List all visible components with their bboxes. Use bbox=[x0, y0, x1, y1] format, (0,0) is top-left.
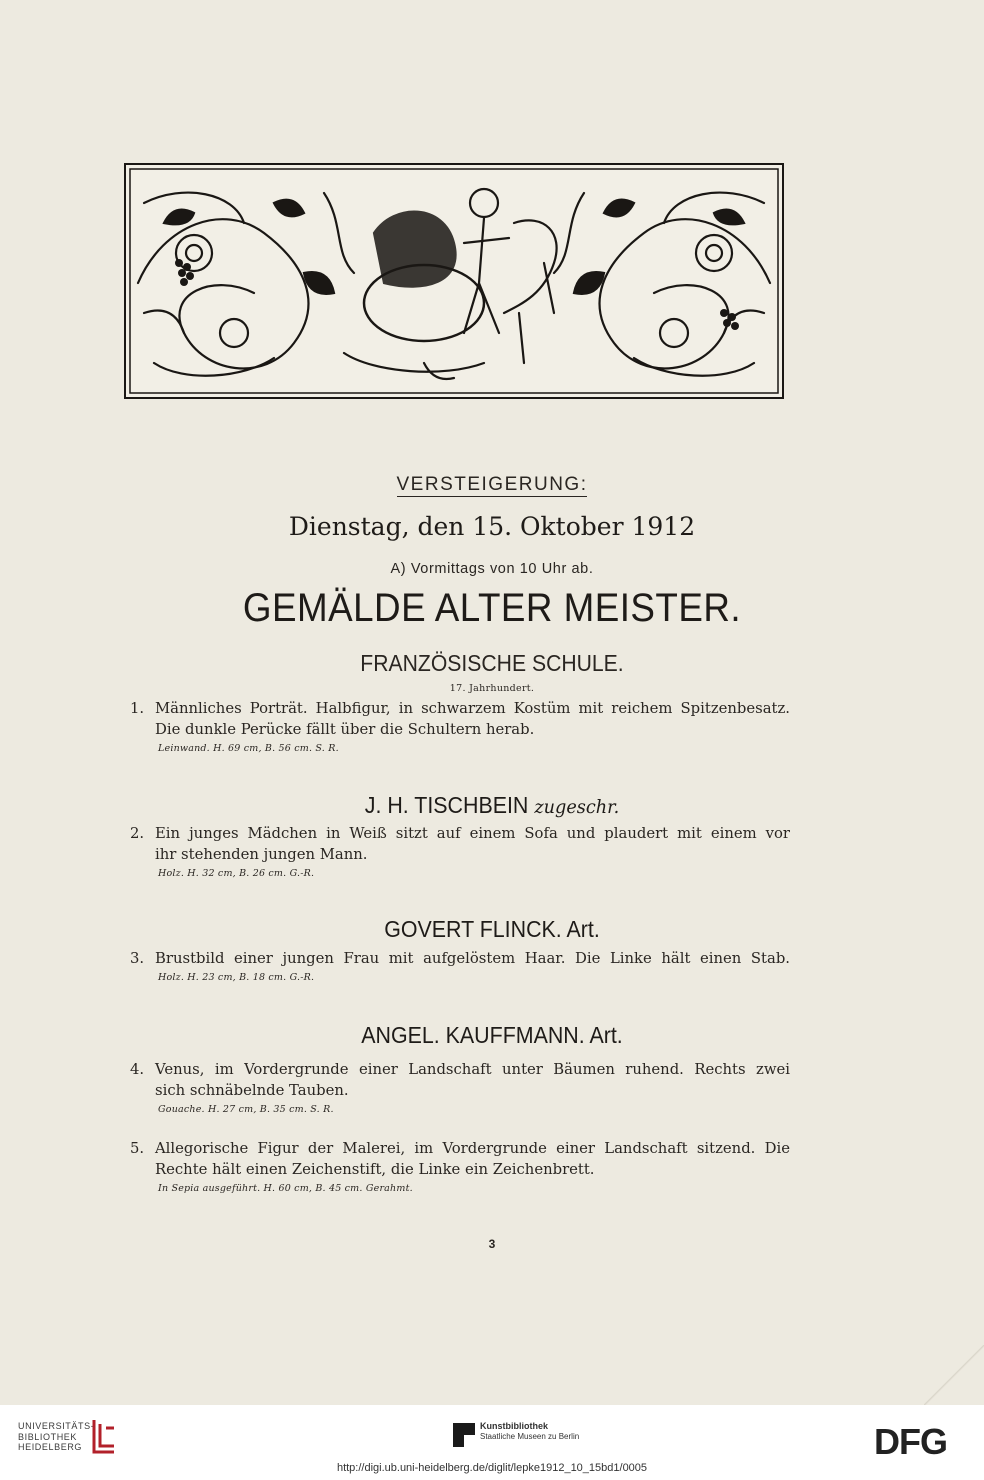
kunstbibliothek-text bbox=[480, 1421, 579, 1441]
lot-details: Holz. H. 32 cm, B. 26 cm. G.-R. bbox=[158, 868, 315, 879]
uni-line: HEIDELBERG bbox=[18, 1442, 83, 1452]
lot-number: 5. bbox=[130, 1140, 145, 1157]
artist-suffix: Art. bbox=[589, 1022, 623, 1048]
lot-number: 2. bbox=[130, 825, 145, 842]
artist-name: GOVERT FLINCK. bbox=[384, 916, 562, 942]
lot-1 bbox=[130, 698, 790, 756]
lot-description bbox=[155, 948, 790, 969]
lot-details: Leinwand. H. 69 cm, B. 56 cm. S. R. bbox=[158, 743, 339, 754]
lot-3 bbox=[130, 948, 790, 985]
ub-heidelberg-logo-icon bbox=[90, 1418, 118, 1454]
lot-details: In Sepia ausgeführt. H. 60 cm, B. 45 cm. Gerahmt. bbox=[158, 1183, 413, 1194]
auction-label: VERSTEIGERUNG: bbox=[396, 474, 588, 495]
uni-heidelberg-text bbox=[18, 1421, 94, 1453]
lot-number: 1. bbox=[130, 700, 145, 717]
auction-date: Dienstag, den 15. Oktober 1912 bbox=[288, 512, 696, 541]
lot-line: Allegorische Figur der Malerei, im Vordergrunde einer Landschaft sitzend. Die bbox=[155, 1140, 790, 1157]
lot-description bbox=[155, 1138, 790, 1180]
page-crease bbox=[924, 1345, 984, 1405]
artist-heading-flinck bbox=[34, 916, 949, 943]
artist-suffix: Art. bbox=[566, 916, 600, 942]
lot-line: Die dunkle Perücke fällt über die Schultern herab. bbox=[155, 721, 535, 738]
lot-number: 3. bbox=[130, 950, 145, 967]
lot-number: 4. bbox=[130, 1061, 145, 1078]
lot-line: Venus, im Vordergrunde einer Landschaft unter Bäumen ruhend. Rechts zwei bbox=[155, 1061, 790, 1078]
lot-description bbox=[155, 698, 790, 740]
century-note: 17. Jahrhundert. bbox=[449, 683, 535, 694]
lot-line: Rechte hält einen Zeichenstift, die Linke ein Zeichenbrett. bbox=[155, 1161, 595, 1178]
woodcut-ornament-rider-icon bbox=[124, 163, 784, 399]
lot-line: Ein junges Mädchen in Weiß sitzt auf einem Sofa und plaudert mit einem vor bbox=[155, 825, 790, 842]
uni-line: BIBLIOTHEK bbox=[18, 1431, 78, 1442]
auction-time: A) Vormittags von 10 Uhr ab. bbox=[390, 561, 594, 577]
lot-details: Holz. H. 23 cm, B. 18 cm. G.-R. bbox=[158, 972, 315, 983]
main-title: GEMÄLDE ALTER MEISTER. bbox=[242, 586, 742, 630]
lot-description bbox=[155, 823, 790, 865]
artist-name: J. H. TISCHBEIN bbox=[364, 792, 529, 818]
dfg-logo: DFG bbox=[874, 1421, 947, 1462]
artist-heading-kauffmann bbox=[34, 1022, 949, 1049]
lot-details: Gouache. H. 27 cm, B. 35 cm. S. R. bbox=[158, 1104, 334, 1115]
kb-title: Kunstbibliothek bbox=[480, 1421, 548, 1431]
school-title: FRANZÖSISCHE SCHULE. bbox=[360, 650, 624, 676]
artist-name: ANGEL. KAUFFMANN. bbox=[361, 1022, 585, 1048]
source-url[interactable]: http://digi.ub.uni-heidelberg.de/diglit/lepke1912_10_15bd1/0005 bbox=[336, 1462, 648, 1474]
lot-line: Männliches Porträt. Halbfigur, in schwarzem Kostüm mit reichem Spitzenbesatz. bbox=[155, 700, 790, 717]
lot-line: sich schnäbelnde Tauben. bbox=[155, 1082, 349, 1099]
lot-4 bbox=[130, 1059, 790, 1117]
lot-5 bbox=[130, 1138, 790, 1196]
lot-line: Brustbild einer jungen Frau mit aufgelöstem Haar. Die Linke hält einen Stab. bbox=[155, 950, 790, 967]
uni-line: UNIVERSITÄTS- bbox=[18, 1421, 95, 1431]
kb-subtitle: Staatliche Museen zu Berlin bbox=[480, 1432, 580, 1441]
artist-heading-tischbein bbox=[34, 792, 949, 819]
lot-2 bbox=[130, 823, 790, 881]
lot-line: ihr stehenden jungen Mann. bbox=[155, 846, 368, 863]
kunstbibliothek-logo-icon bbox=[453, 1423, 475, 1447]
page-number: 3 bbox=[488, 1237, 496, 1251]
lot-description bbox=[155, 1059, 790, 1101]
artist-suffix: zugeschr. bbox=[534, 796, 620, 818]
